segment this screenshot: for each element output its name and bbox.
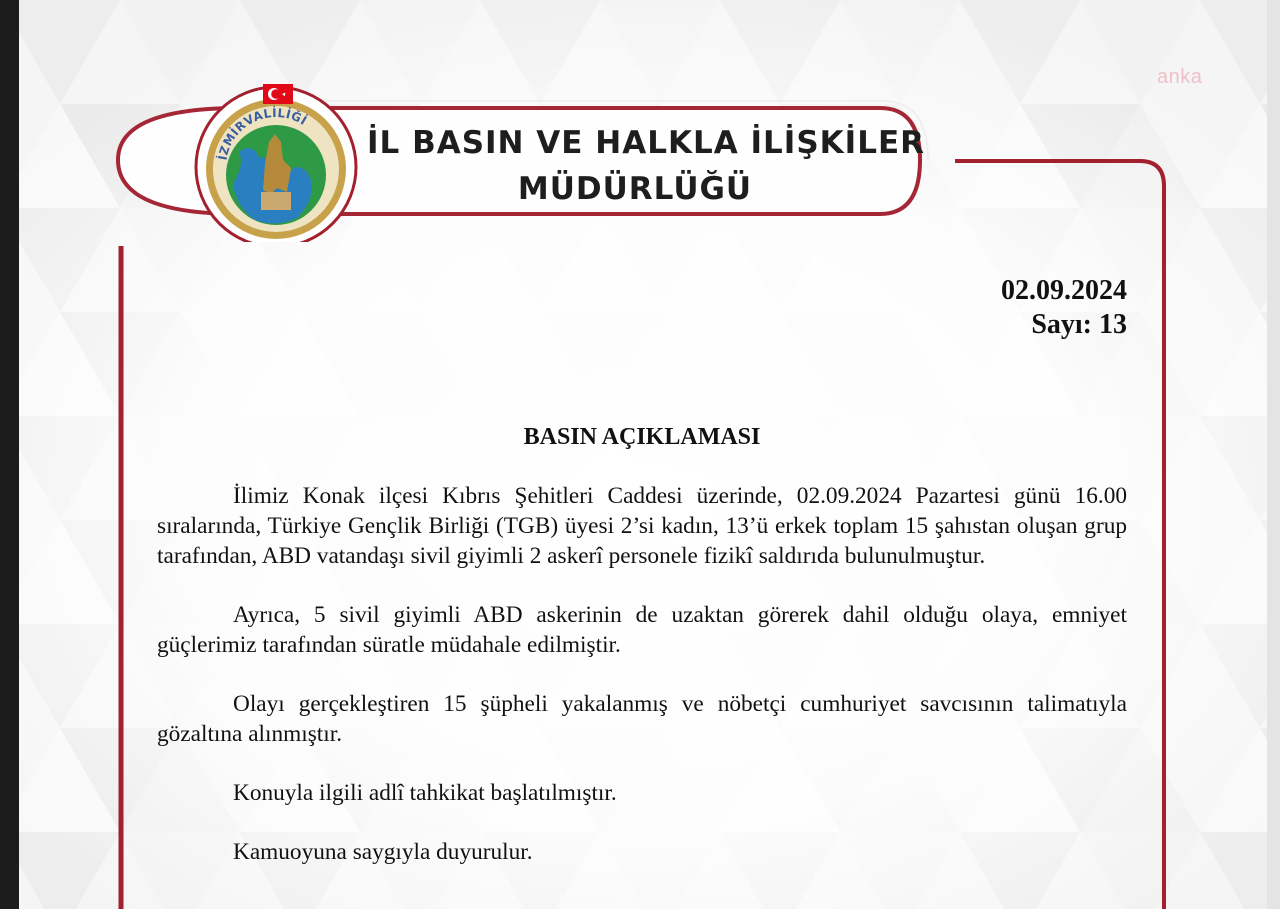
document-number: Sayı: 13 — [1031, 309, 1127, 340]
body-paragraph: Konuyla ilgili adlî tahkikat başlatılmıştır. — [233, 780, 617, 806]
anka-watermark: anka — [1157, 66, 1203, 88]
document-meta — [1001, 274, 1127, 342]
document-date: 02.09.2024 — [1001, 275, 1127, 306]
office-title — [367, 120, 926, 212]
office-title-line2: MÜDÜRLÜĞÜ — [517, 171, 753, 207]
izmir-valiligi-logo — [193, 72, 363, 242]
office-title-line1: İL BASIN VE HALKLA İLİŞKİLER — [367, 125, 926, 161]
document-title: BASIN AÇIKLAMASI — [523, 424, 761, 450]
document-body — [157, 481, 1127, 896]
body-paragraph: Kamuoyuna saygıyla duyurulur. — [233, 839, 533, 865]
body-paragraph: İlimiz Konak ilçesi Kıbrıs Şehitleri Caddesi üzerinde, 02.09.2024 Pazartesi günü 16.00 sıralarında, Türkiye Gençlik Birliği (TGB) üyesi 2’si kadın, 13’ü erkek toplam 15 şahıstan oluşan grup tarafından, ABD vatandaşı sivil giyimli 2 askerî personele fizikî saldırıda bulunulmuştur. — [157, 483, 1127, 569]
body-paragraph: Ayrıca, 5 sivil giyimli ABD askerinin de uzaktan görerek dahil olduğu olaya, emniyet güçlerimiz tarafından süratle müdahale edilmiştir. — [157, 602, 1127, 658]
body-paragraph: Olayı gerçekleştiren 15 şüpheli yakalanmış ve nöbetçi cumhuriyet savcısının talimatıyla gözaltına alınmıştır. — [157, 691, 1127, 747]
logo-text: İZMİRVALİLİĞİ — [215, 105, 310, 162]
